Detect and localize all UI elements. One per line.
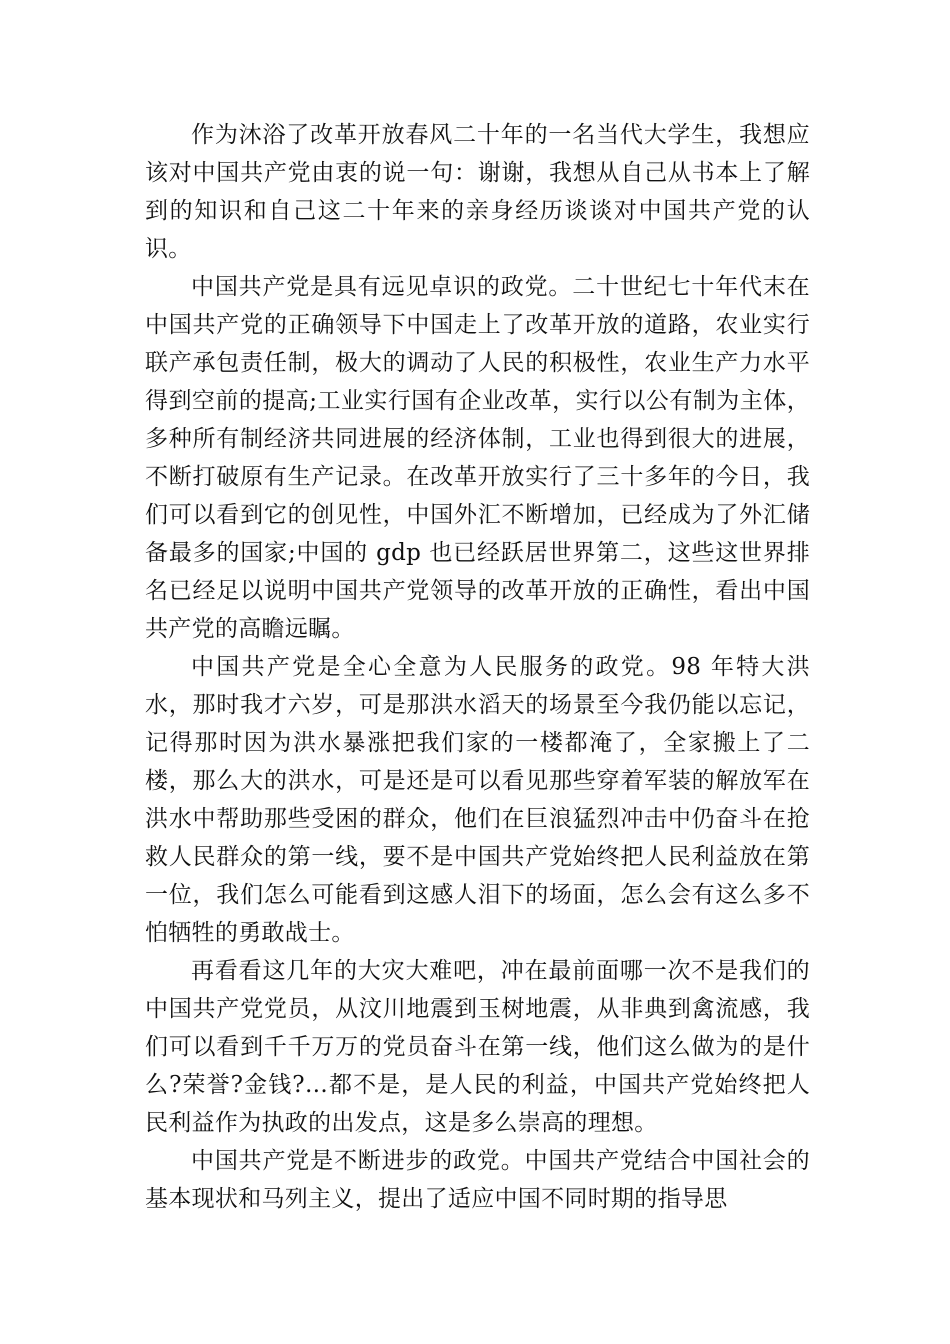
paragraph-2: 中国共产党是具有远见卓识的政党。二十世纪七十年代末在中国共产党的正确领导下中国走上了改革开放的道路，农业实行联产承包责任制，极大的调动了人民的积极性，农业生产力水平得到空前的提高;工业实行国有企业改革，实行以公有制为主体，多种所有制经济共同进展的经济体制，工业也得到很大的进展，不断打破原有生产记录。在改革开放实行了三十多年的今日，我们可以看到它的创见性，中国外汇不断增加，已经成为了外汇储备最多的国家;中国的 gdp 也已经跃居世界第二，这些这世界排名已经足以说明中国共产党领导的改革开放的正确性，看出中国共产党的高瞻远瞩。 — [145, 274, 810, 642]
paragraph-1: 作为沐浴了改革开放春风二十年的一名当代大学生，我想应该对中国共产党由衷的说一句：谢谢，我想从自己从书本上了解到的知识和自己这二十年来的亲身经历谈谈对中国共产党的认识。 — [145, 122, 810, 262]
paragraph-4: 再看看这几年的大灾大难吧，冲在最前面哪一次不是我们的中国共产党党员，从汶川地震到玉树地震，从非典到禽流感，我们可以看到千千万万的党员奋斗在第一线，他们这么做为的是什么?荣誉?金钱?…都不是，是人民的利益，中国共产党始终把人民利益作为执政的出发点，这是多么崇高的理想。 — [145, 958, 810, 1136]
document-body — [145, 116, 810, 1218]
paragraph-5: 中国共产党是不断进步的政党。中国共产党结合中国社会的基本现状和马列主义，提出了适应中国不同时期的指导思 — [145, 1148, 810, 1212]
paragraph-3: 中国共产党是全心全意为人民服务的政党。98 年特大洪水，那时我才六岁，可是那洪水滔天的场景至今我仍能以忘记，记得那时因为洪水暴涨把我们家的一楼都淹了，全家搬上了二楼，那么大的洪水，可是还是可以看见那些穿着军装的解放军在洪水中帮助那些受困的群众，他们在巨浪猛烈冲击中仍奋斗在抢救人民群众的第一线，要不是中国共产党始终把人民利益放在第一位，我们怎么可能看到这感人泪下的场面，怎么会有这么多不怕牺牲的勇敢战士。 — [145, 654, 810, 946]
